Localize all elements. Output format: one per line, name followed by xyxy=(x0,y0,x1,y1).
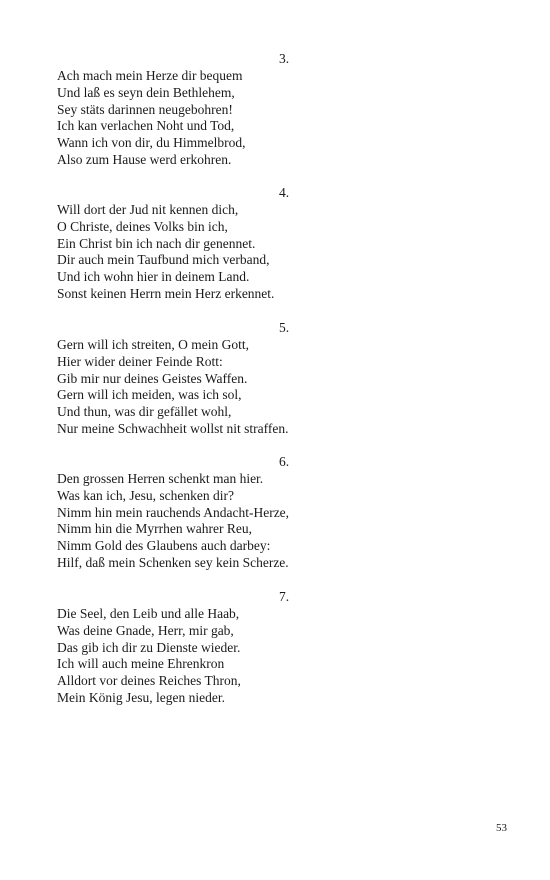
verse-line: Dir auch mein Taufbund mich verband, xyxy=(57,252,270,268)
verse-line: Ich will auch meine Ehrenkron xyxy=(57,656,225,672)
verse-line: Nimm hin die Myrrhen wahrer Reu, xyxy=(57,521,252,537)
verse-line: Das gib ich dir zu Dienste wieder. xyxy=(57,639,241,655)
stanza-lines xyxy=(57,471,289,572)
verse-line: O Christe, deines Volks bin ich, xyxy=(57,218,228,234)
verse-line: Wann ich von dir, du Himmelbrod, xyxy=(57,135,246,151)
verse-line: Also zum Hause werd erkohren. xyxy=(57,151,232,167)
stanza-lines xyxy=(57,337,288,438)
verse-line: Und laß es seyn dein Bethlehem, xyxy=(57,84,235,100)
verse-line: Ein Christ bin ich nach dir genennet. xyxy=(57,235,256,251)
stanza-lines xyxy=(57,606,241,707)
verse-line: Und ich wohn hier in deinem Land. xyxy=(57,269,250,285)
verse-line: Die Seel, den Leib und alle Haab, xyxy=(57,606,240,621)
verse-line: Was kan ich, Jesu, schenken dir? xyxy=(57,487,234,503)
verse-line: Gern will ich meiden, was ich sol, xyxy=(57,387,242,403)
stanza-number: 6. xyxy=(279,454,290,469)
stanza-number: 7. xyxy=(279,589,290,604)
stanza-number: 4. xyxy=(279,185,290,200)
verse-line: Sonst keinen Herrn mein Herz erkennet. xyxy=(57,285,275,301)
verse-line: Nimm hin mein rauchends Andacht-Herze, xyxy=(57,504,290,520)
verse-line: Den grossen Herren schenkt man hier. xyxy=(57,471,264,486)
page-number: 53 xyxy=(496,822,507,834)
verse-line: Hilf, daß mein Schenken sey kein Scherze. xyxy=(57,554,289,570)
verse-line: Und thun, was dir gefället wohl, xyxy=(57,404,232,420)
verse-line: Nur meine Schwachheit wollst nit straffen. xyxy=(57,420,289,436)
verse-line: Nimm Gold des Glaubens auch darbey: xyxy=(57,538,271,554)
stanza-lines xyxy=(57,202,274,303)
verse-line: Gib mir nur deines Geistes Waffen. xyxy=(57,370,248,386)
verse-line: Ach mach mein Herze dir bequem xyxy=(57,68,243,83)
verse-line: Was deine Gnade, Herr, mir gab, xyxy=(57,622,234,638)
stanza-lines xyxy=(57,68,245,169)
verse-line: Sey stäts darinnen neugebohren! xyxy=(57,101,233,117)
verse-line: Alldort vor deines Reiches Thron, xyxy=(57,673,241,689)
verse-line: Gern will ich streiten, O mein Gott, xyxy=(57,337,249,352)
stanza-number: 3. xyxy=(279,51,290,66)
stanza-number: 5. xyxy=(279,320,290,335)
verse-line: Hier wider deiner Feinde Rott: xyxy=(57,353,223,369)
verse-line: Will dort der Jud nit kennen dich, xyxy=(57,202,239,217)
verse-line: Ich kan verlachen Noht und Tod, xyxy=(57,118,235,134)
verse-line: Mein König Jesu, legen nieder. xyxy=(57,689,225,705)
